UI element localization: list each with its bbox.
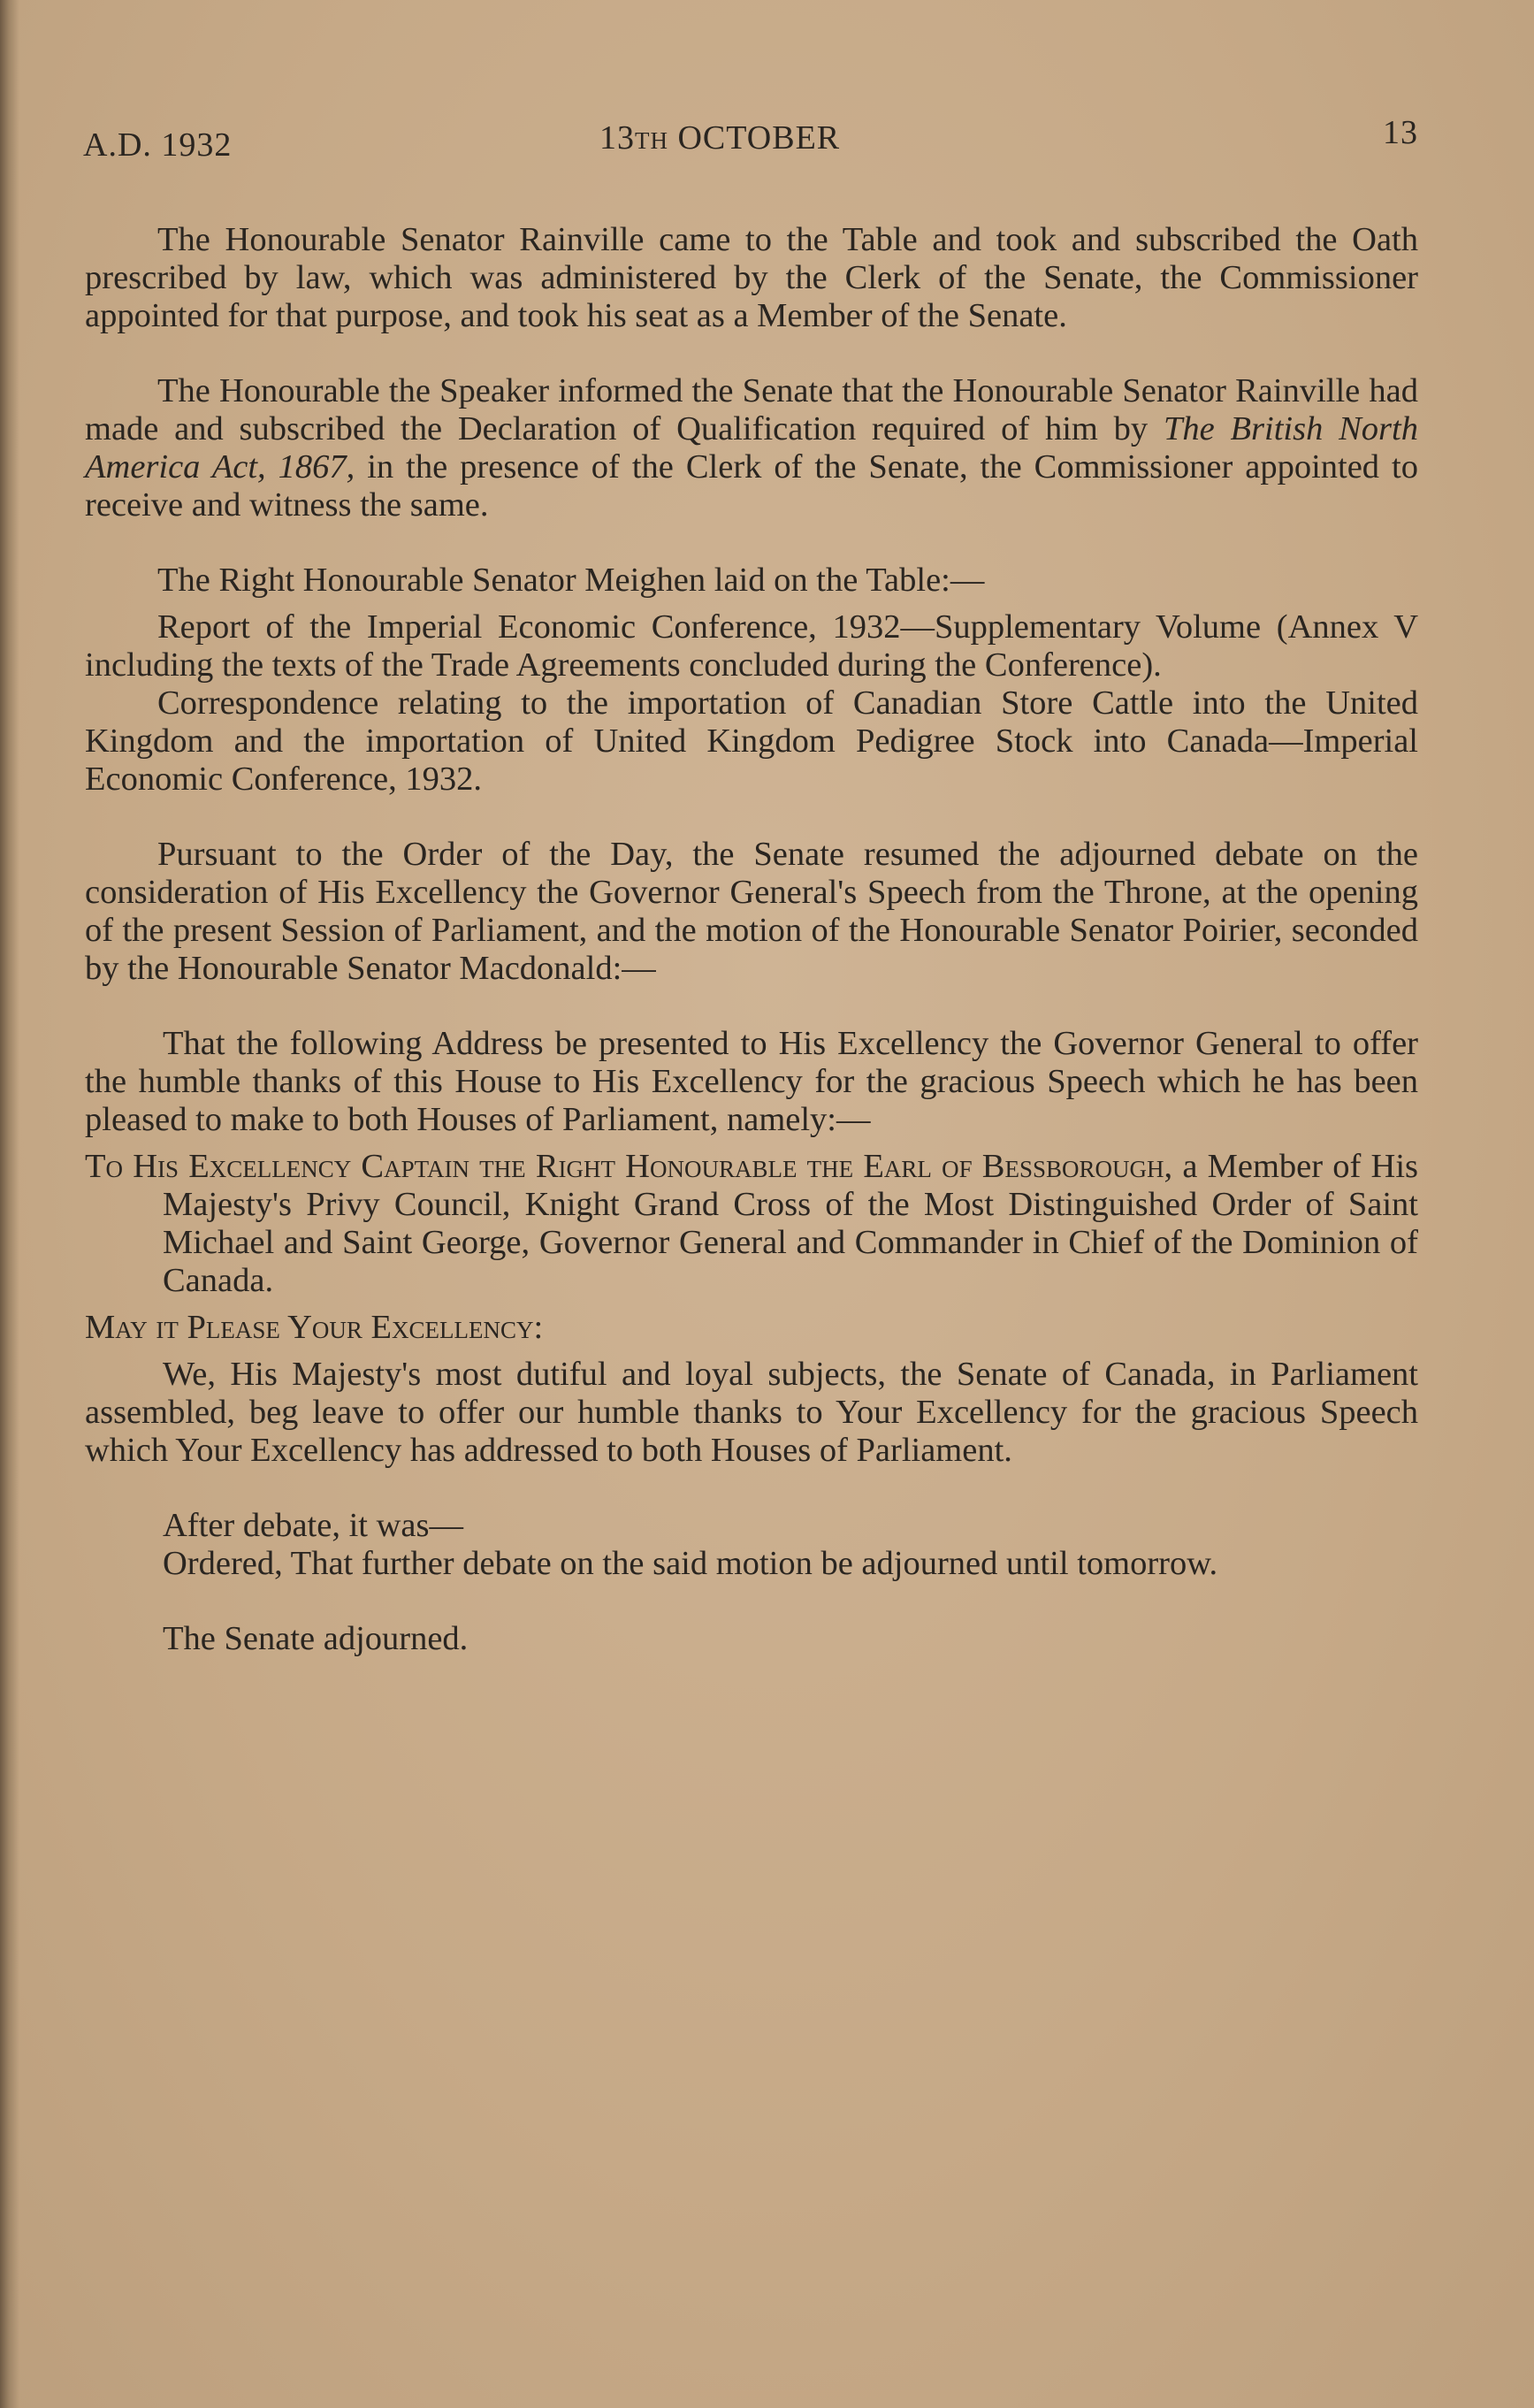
journal-body [85,221,1418,1658]
paragraph-after-debate: After debate, it was— [163,1507,463,1544]
page-number: 13 [1383,114,1418,151]
header-year: A.D. 1932 [83,126,233,164]
paragraph-address-body: We, His Majesty's most dutiful and loyal subjects, the Senate of Canada, in Parliament assembled, beg leave to offer our humble thanks to Your Excellency for the gracious Speech which Your Excellency has addressed to both Houses of Parliament. [85,1356,1418,1469]
act-title: The British North America Act, 1867, [85,410,1418,485]
paragraph-adjourned: The Senate adjourned. [163,1620,469,1657]
paragraph-address-motion: That the following Address be presented to His Excellency the Governor General to offer the humble thanks of this House to His Excellency for the gracious Speech which he has been pleased to make to both Houses of Parliament, namely:— [85,1025,1418,1138]
running-header [83,113,1418,166]
paragraph-declaration [85,372,1418,524]
paragraph-laid-on-table: The Right Honourable Senator Meighen laid on the Table:— [157,562,985,599]
paragraph-address-heading [85,1148,1418,1300]
paragraph-oath: The Honourable Senator Rainville came to the Table and took and subscribed the Oath prescribed by law, which was administered by the Clerk of the Senate, the Commissioner appointed for that purpose, and took his seat as a Member of the Senate. [85,221,1418,334]
declaration-text-end: in the presence of the Clerk of the Senate, the Commissioner appointed to receive and witness the same. [85,448,1418,524]
paragraph-correspondence: Correspondence relating to the importation of Canadian Store Cattle into the United Kingdom and the importation of United Kingdom Pedigree Stock into Canada—Imperial Economic Conference, 1932. [85,684,1418,798]
salutation: May it Please Your Excellency: [85,1309,544,1346]
declaration-text-start: The Honourable the Speaker informed the Senate that the Honourable Senator Rainville had made and subscribed the Declaration of Qualification required of him by [85,372,1418,447]
paragraph-ordered: Ordered, That further debate on the said motion be adjourned until tomorrow. [163,1545,1218,1582]
header-date: 13th OCTOBER [599,119,841,157]
paragraph-order-of-day: Pursuant to the Order of the Day, the Senate resumed the adjourned debate on the consideration of His Excellency the Governor General's Speech from the Throne, at the opening of the present Session of Parliament, and the motion of the Honourable Senator Poirier, seconded by the Honourable Senator Macdonald:— [85,836,1418,987]
paragraph-report: Report of the Imperial Economic Conference, 1932—Supplementary Volume (Annex V including the texts of the Trade Agreements concluded during the Conference). [85,608,1418,684]
address-recipient-titles: a Member of His Majesty's Privy Council, Knight Grand Cross of the Most Distinguished Order of Saint Michael and Saint George, Governor General and Commander in Chief of the Dominion of Canada. [163,1148,1419,1299]
address-recipient: To His Excellency Captain the Right Honourable the Earl of Bessborough, [85,1148,1173,1185]
book-spine-shadow [0,0,19,2408]
